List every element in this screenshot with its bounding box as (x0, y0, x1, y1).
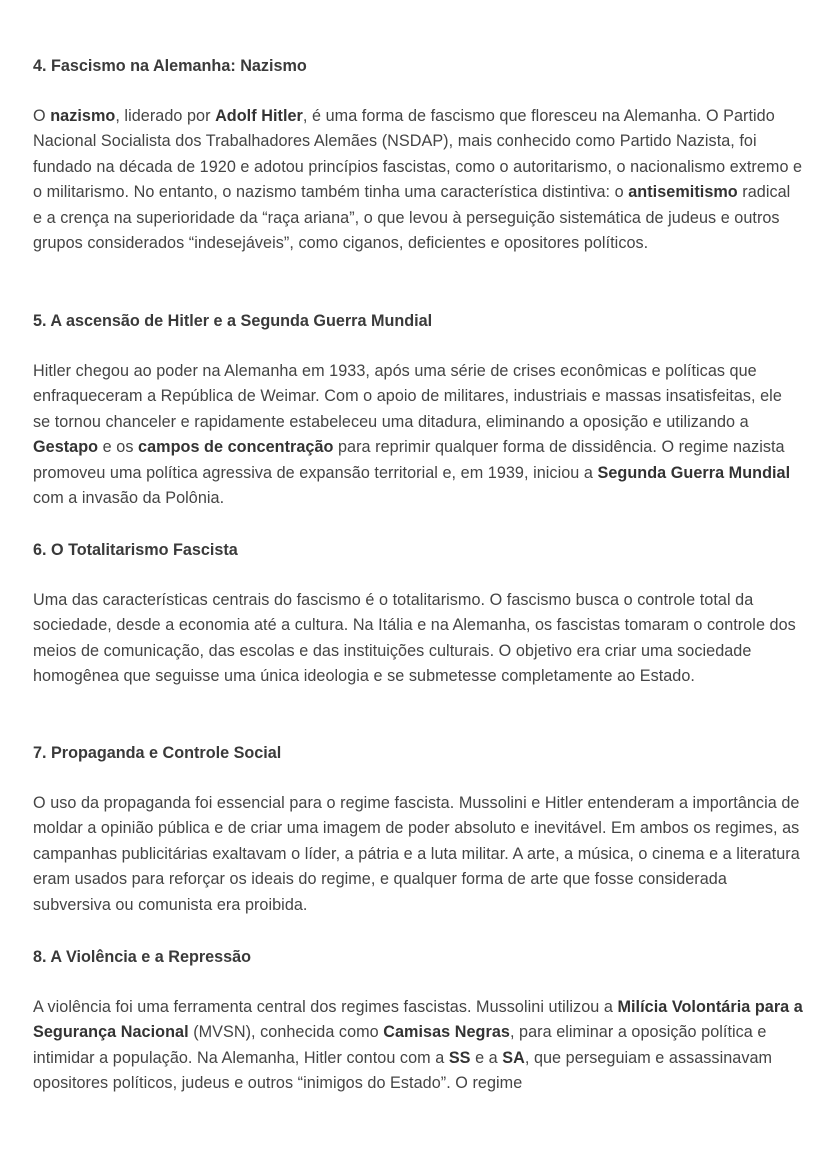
bold-term: Adolf Hitler (215, 107, 303, 125)
bold-term: SA (502, 1048, 525, 1067)
bold-term: campos de concentração (138, 438, 334, 457)
bold-term: Camisas Negras (383, 1023, 510, 1042)
bold-term: Segunda Guerra Mundial (597, 463, 791, 482)
section-paragraph-7: O uso da propaganda foi essencial para o regime fascista. Mussolini e Hitler entenderam a importância de moldar a opinião pública e de criar uma imagem de poder absoluto e inevitável. Em ambos os regimes, as campanhas publicitárias exaltavam o líder, a pátria e a luta militar. A arte, a música, o cinema e a literatura eram usados para reforçar os ideais do regime, e qualquer forma de arte que fosse considerada subversiva ou comunista era proibida. (33, 794, 800, 914)
section-heading-8: 8. A Violência e a Repressão (33, 948, 252, 966)
section-paragraph-4: O nazismo, liderado por Adolf Hitler, é uma forma de fascismo que floresceu na Alemanha. O Partido Nacional Socialista dos Trabalhadores Alemães (NSDAP), mais conhecido como Partido Nazista, foi fundado na década de 1920 e adotou princípios fascistas, como o autoritarismo, o nacionalismo extremo e o militarismo. No entanto, o nazismo também tinha uma característica distintiva: o antisemitismo radical e a crença na superioridade da “raça ariana”, o que levou à perseguição sistemática de judeus e outros grupos considerados “indesejáveis”, como ciganos, deficientes e opositores políticos. (33, 107, 803, 253)
section-paragraph-5: Hitler chegou ao poder na Alemanha em 1933, após uma série de crises econômicas e políticas que enfraqueceram a República de Weimar. Com o apoio de militares, industriais e massas insatisfeitas, ele se tornou chanceler e rapidamente estabeleceu uma ditadura, eliminando a oposição e utilizando a Gestapo e os campos de concentração para reprimir qualquer forma de dissidência. O regime nazista promoveu uma política agressiva de expansão territorial e, em 1939, iniciou a Segunda Guerra Mundial com a invasão da Polônia. (33, 362, 791, 508)
section-heading-7: 7. Propaganda e Controle Social (33, 744, 282, 762)
bold-term: antisemitismo (628, 183, 738, 202)
bold-term: nazismo (50, 107, 116, 125)
bold-term: Gestapo (33, 438, 99, 457)
bold-term: Milícia Volontária para a Segurança Nacional (33, 998, 803, 1042)
bold-term: SS (448, 1048, 471, 1067)
section-heading-4: 4. Fascismo na Alemanha: Nazismo (33, 57, 307, 75)
section-heading-5: 5. A ascensão de Hitler e a Segunda Guerra Mundial (33, 312, 433, 330)
section-heading-6: 6. O Totalitarismo Fascista (33, 541, 238, 559)
section-paragraph-8: A violência foi uma ferramenta central dos regimes fascistas. Mussolini utilizou a Milícia Volontária para a Segurança Nacional (MVSN), conhecida como Camisas Negras, para eliminar a oposição política e intimidar a população. Na Alemanha, Hitler contou com a SS e a SA, que perseguiam e assassinavam opositores políticos, judeus e outros “inimigos do Estado”. O regime (33, 998, 803, 1093)
section-paragraph-6: Uma das características centrais do fascismo é o totalitarismo. O fascismo busca o controle total da sociedade, desde a economia até a cultura. Na Itália e na Alemanha, os fascistas tomaram o controle dos meios de comunicação, das escolas e das instituições culturais. O objetivo era criar uma sociedade homogênea que seguisse uma única ideologia e se submetesse completamente ao Estado. (33, 591, 796, 686)
